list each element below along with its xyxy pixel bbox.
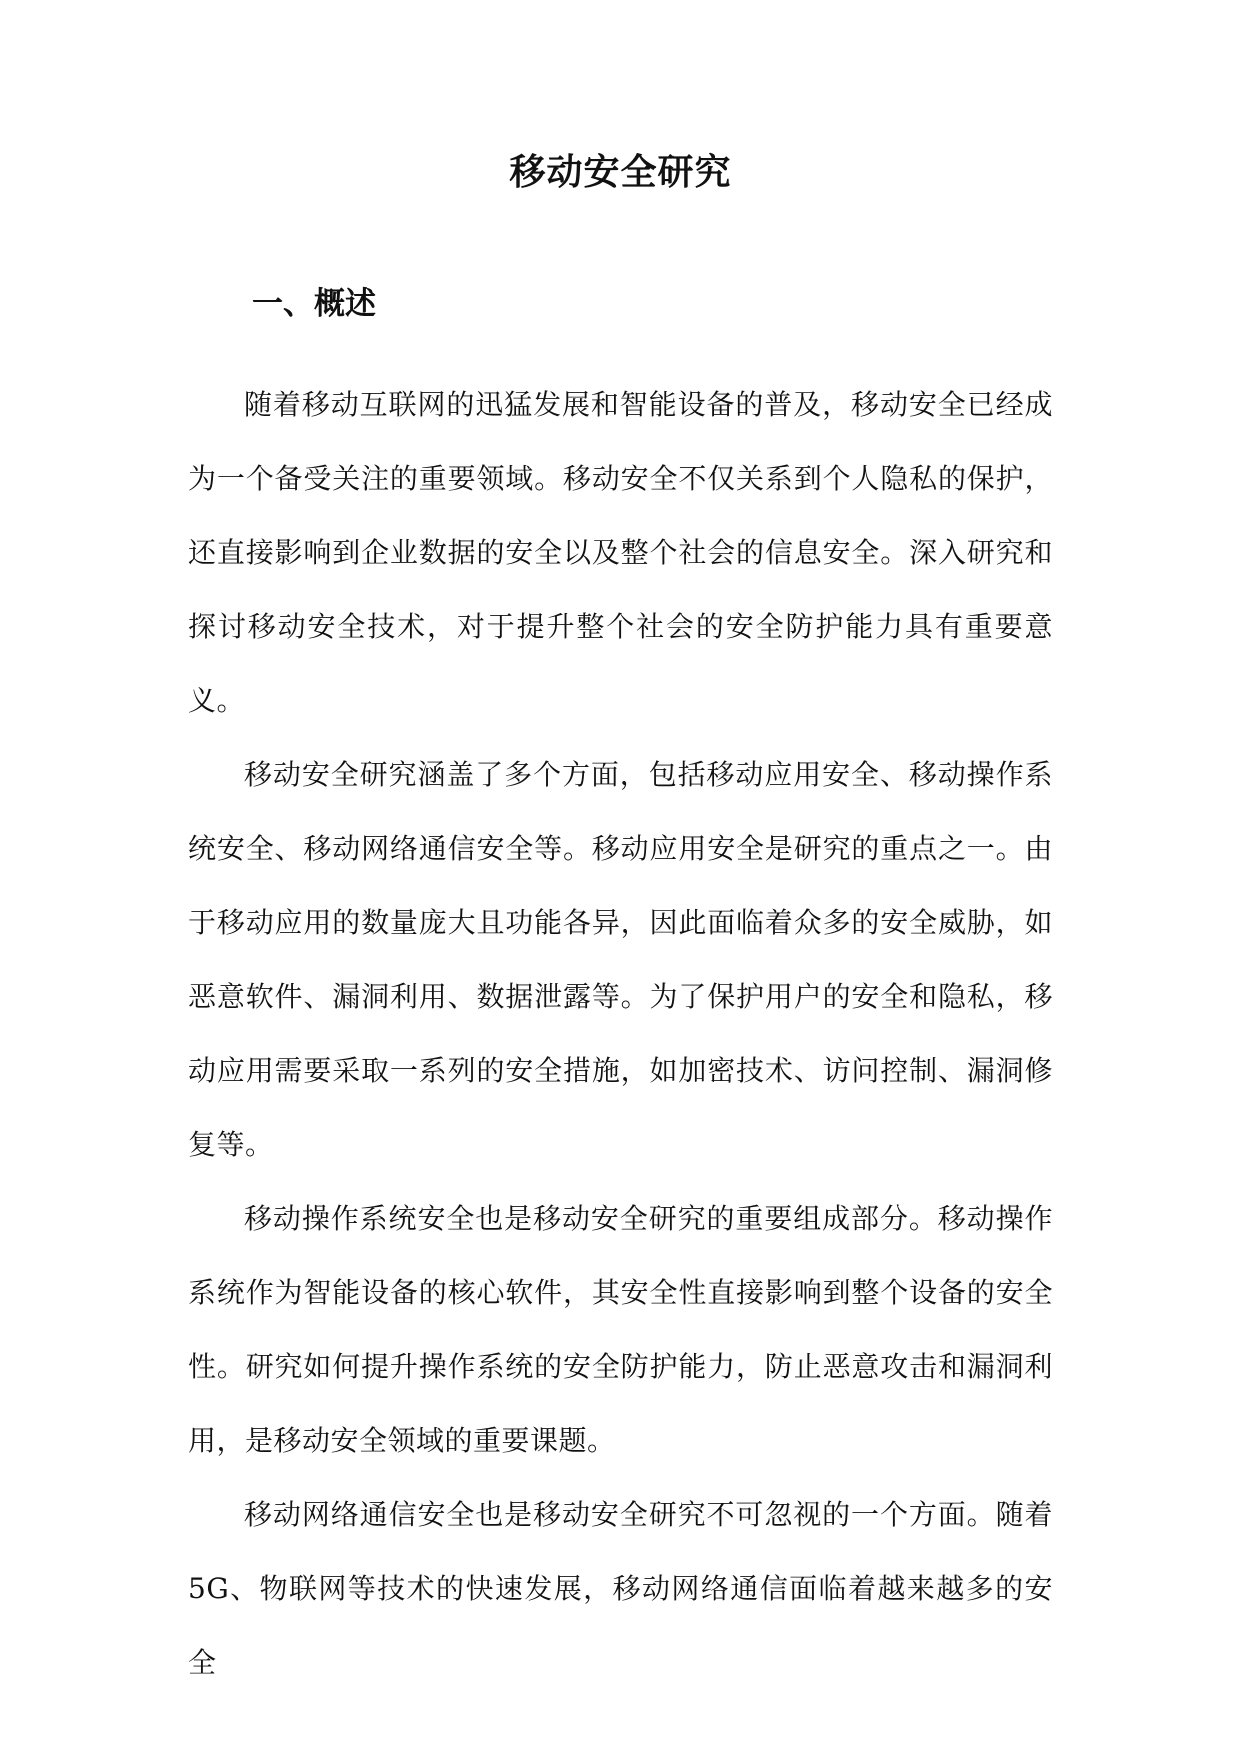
paragraph-1: 随着移动互联网的迅猛发展和智能设备的普及，移动安全已经成为一个备受关注的重要领域。移动安全不仅关系到个人隐私的保护，还直接影响到企业数据的安全以及整个社会的信息安全。深入研究和探讨移动安全技术，对于提升整个社会的安全防护能力具有重要意义。 bbox=[188, 388, 1053, 717]
document-title: 移动安全研究 bbox=[509, 152, 732, 193]
section-heading: 一、概述 bbox=[252, 286, 376, 322]
paragraph-4: 移动网络通信安全也是移动安全研究不可忽视的一个方面。随着5G、物联网等技术的快速发展，移动网络通信面临着越来越多的安全 bbox=[188, 1498, 1053, 1679]
paragraph-2: 移动安全研究涵盖了多个方面，包括移动应用安全、移动操作系统安全、移动网络通信安全等。移动应用安全是研究的重点之一。由于移动应用的数量庞大且功能各异，因此面临着众多的安全威胁，如恶意软件、漏洞利用、数据泄露等。为了保护用户的安全和隐私，移动应用需要采取一系列的安全措施，如加密技术、访问控制、漏洞修复等。 bbox=[188, 758, 1053, 1161]
paragraph-3: 移动操作系统安全也是移动安全研究的重要组成部分。移动操作系统作为智能设备的核心软件，其安全性直接影响到整个设备的安全性。研究如何提升操作系统的安全防护能力，防止恶意攻击和漏洞利用，是移动安全领域的重要课题。 bbox=[188, 1202, 1053, 1457]
document-body bbox=[188, 368, 1053, 1700]
